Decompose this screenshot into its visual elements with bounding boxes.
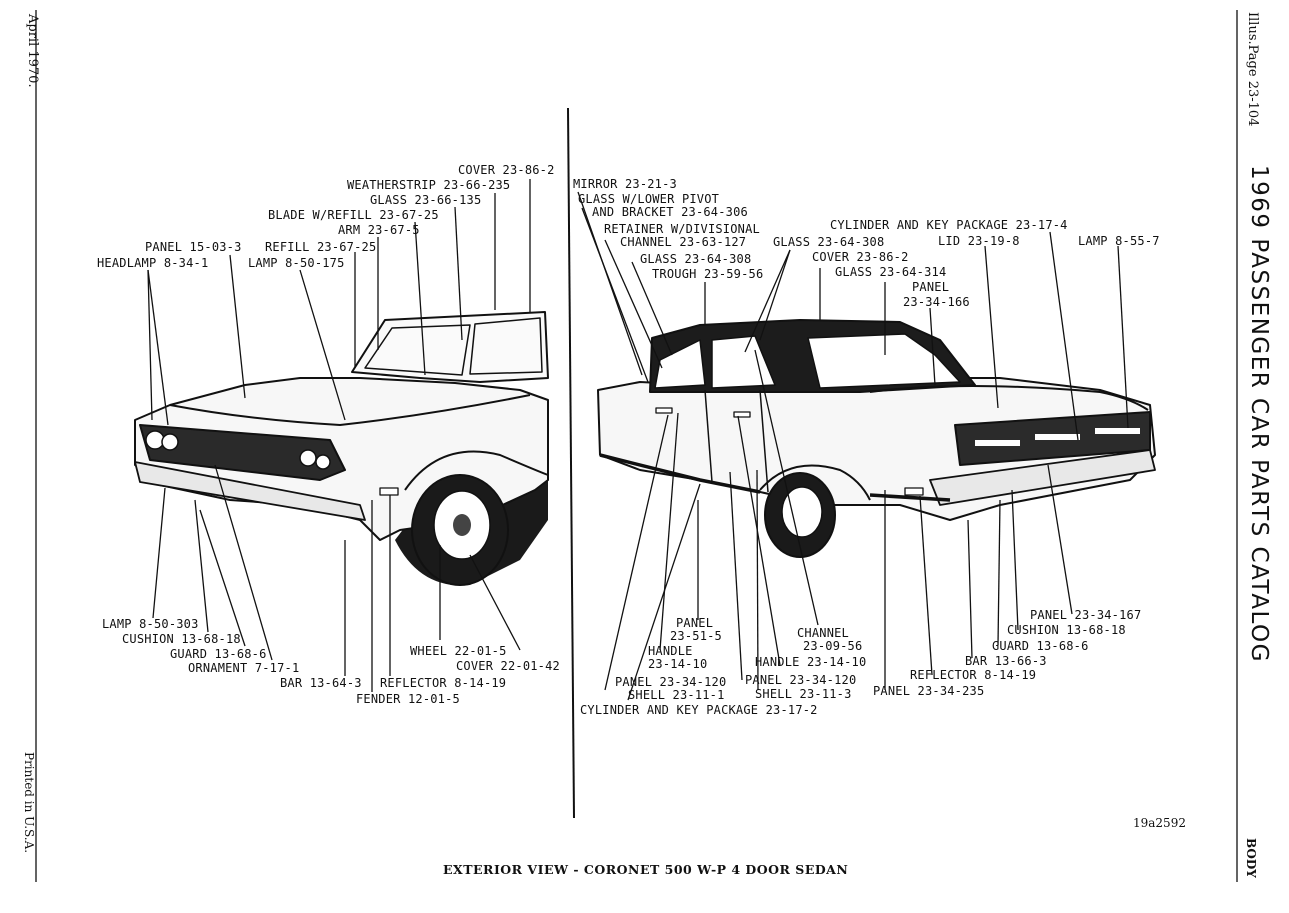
label-glass: GLASS 23-66-135 [370, 193, 482, 207]
label-panel-235: PANEL 23-34-235 [873, 684, 985, 698]
label-panel-front-door-number: 23-51-5 [670, 629, 722, 643]
label-refill: REFILL 23-67-25 [265, 240, 377, 254]
rear-view-car [598, 320, 1155, 557]
print-date: April 1970. [25, 14, 40, 88]
label-guard: GUARD 13-68-6 [992, 639, 1089, 653]
label-wheel-cover: COVER 22-01-42 [456, 659, 560, 673]
label-weatherstrip: WEATHERSTRIP 23-66-235 [347, 178, 511, 192]
drawing-code: 19a2592 [1133, 816, 1186, 830]
label-reflector: REFLECTOR 8-14-19 [380, 676, 507, 690]
label-cylinder-top: CYLINDER AND KEY PACKAGE 23-17-4 [830, 218, 1068, 232]
headlamp-left-2 [162, 434, 178, 450]
printed-in-note: Printed in U.S.A. [22, 752, 36, 854]
headlamp-left [146, 431, 164, 449]
label-retainer-channel: CHANNEL 23-63-127 [620, 235, 747, 249]
label-panel-roof: PANEL [912, 280, 950, 294]
label-channel-number: 23-09-56 [803, 639, 863, 653]
label-wheel: WHEEL 22-01-5 [410, 644, 507, 658]
label-bar: BAR 13-64-3 [280, 676, 362, 690]
label-fender: FENDER 12-01-5 [356, 692, 460, 706]
label-glass-pivot: GLASS W/LOWER PIVOT [578, 192, 720, 206]
label-retainer: RETAINER W/DIVISIONAL [604, 222, 760, 236]
headlamp-right [300, 450, 316, 466]
label-reflector: REFLECTOR 8-14-19 [910, 668, 1037, 682]
label-cushion: CUSHION 13-68-18 [1007, 623, 1126, 637]
tail-lamp-2 [1035, 434, 1080, 440]
front-wheel-hub [453, 514, 471, 536]
label-glass-pivot-bracket: AND BRACKET 23-64-306 [592, 205, 748, 219]
catalog-title: 1969 PASSENGER CAR PARTS CATALOG [1246, 165, 1272, 663]
label-panel-front-door: PANEL [676, 616, 714, 630]
label-panel-120-b: PANEL 23-34-120 [745, 673, 857, 687]
label-cover: COVER 23-86-2 [812, 250, 909, 264]
label-handle-front-number: 23-14-10 [648, 657, 708, 671]
label-lamp-top: LAMP 8-50-175 [248, 256, 345, 270]
label-shell-b: SHELL 23-11-3 [755, 687, 852, 701]
section-name: BODY [1244, 838, 1258, 878]
front-view-car [135, 312, 548, 585]
label-arm: ARM 23-67-5 [338, 223, 420, 237]
label-lamp-bottom: LAMP 8-50-303 [102, 617, 199, 631]
label-panel-167: PANEL 23-34-167 [1030, 608, 1142, 622]
label-panel-roof-number: 23-34-166 [903, 295, 970, 309]
label-panel-120-a: PANEL 23-34-120 [615, 675, 727, 689]
label-shell-a: SHELL 23-11-1 [628, 688, 725, 702]
label-channel: CHANNEL [797, 626, 849, 640]
headlamp-right-2 [316, 455, 330, 469]
front-side-reflector [380, 488, 398, 495]
label-lamp: LAMP 8-55-7 [1078, 234, 1160, 248]
figure-caption: EXTERIOR VIEW - CORONET 500 W-P 4 DOOR SEDAN [443, 862, 849, 877]
rear-side-reflector [905, 488, 923, 495]
label-handle-front: HANDLE [648, 644, 693, 658]
illus-page-number: Illus.Page 23-104 [1245, 12, 1260, 127]
label-cylinder-bottom: CYLINDER AND KEY PACKAGE 23-17-2 [580, 703, 818, 717]
rear-door-handle [734, 412, 750, 417]
label-blade: BLADE W/REFILL 23-67-25 [268, 208, 439, 222]
label-glass-b: GLASS 23-64-308 [773, 235, 885, 249]
label-glass-c: GLASS 23-64-314 [835, 265, 947, 279]
label-bar: BAR 13-66-3 [965, 654, 1047, 668]
label-cushion: CUSHION 13-68-18 [122, 632, 241, 646]
label-headlamp: HEADLAMP 8-34-1 [97, 256, 209, 270]
label-panel: PANEL 15-03-3 [145, 240, 242, 254]
tail-lamp-1 [975, 440, 1020, 446]
label-lid: LID 23-19-8 [938, 234, 1020, 248]
tail-lamp-3 [1095, 428, 1140, 434]
label-ornament: ORNAMENT 7-17-1 [188, 661, 300, 675]
label-trough: TROUGH 23-59-56 [652, 267, 764, 281]
front-windshield [352, 312, 548, 382]
label-guard: GUARD 13-68-6 [170, 647, 267, 661]
label-cover: COVER 23-86-2 [458, 163, 555, 177]
label-handle-rear: HANDLE 23-14-10 [755, 655, 867, 669]
front-door-handle [656, 408, 672, 413]
label-mirror: MIRROR 23-21-3 [573, 177, 677, 191]
label-glass-door: GLASS 23-64-308 [640, 252, 752, 266]
